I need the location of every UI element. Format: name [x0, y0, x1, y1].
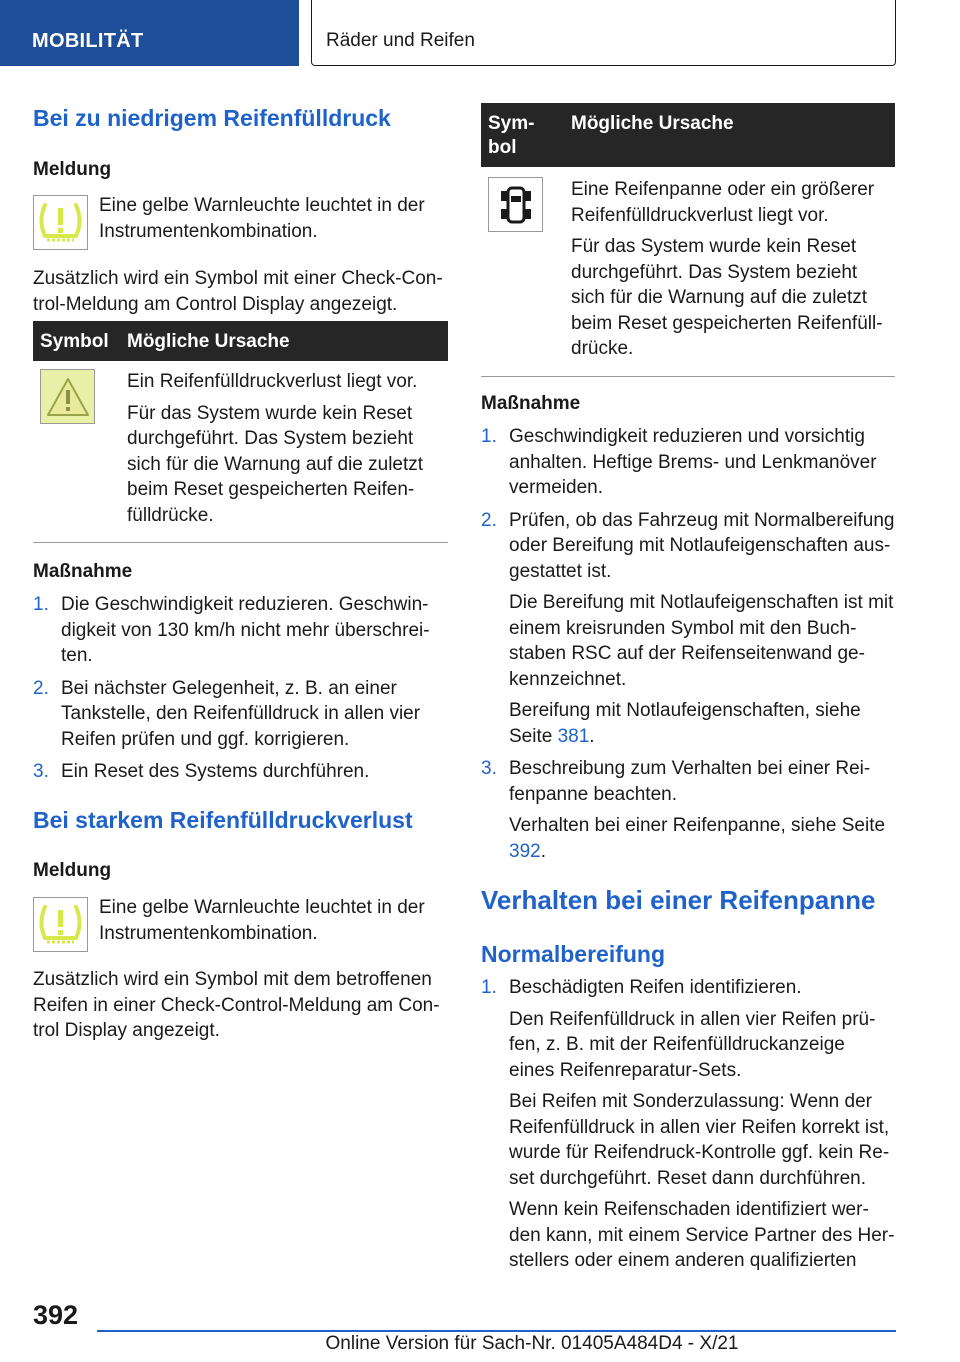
section-title-strong-loss: Bei starkem Reifenfülldruckverlust: [33, 807, 413, 833]
step-text: Beschreibung zum Verhalten bei einer Rei-fenpanne beachten.: [509, 758, 871, 805]
footer-divider: [97, 1330, 896, 1332]
step-text-part: Verhalten bei einer Reifenpanne, siehe Seite: [509, 815, 886, 836]
col-symbol-header: Sym-bol: [481, 103, 565, 167]
meldung-text: Eine gelbe Warnleuchte leuchtet in der Instrumentenkombination.: [99, 195, 425, 242]
list-item: [33, 592, 448, 669]
warning-triangle-icon: [40, 369, 95, 424]
cause-table-left: [33, 321, 448, 543]
step-text: Beschädigten Reifen identifizieren.: [509, 977, 802, 998]
step-number: 3.: [481, 758, 497, 779]
footer-text: Online Version für Sach-Nr. 01405A484D4 - X/21: [325, 1333, 739, 1354]
meldung-label: Meldung: [33, 159, 112, 180]
col-cause-header: Mögliche Ursache: [565, 103, 895, 167]
section-title-tire-damage: Verhalten bei einer Reifenpanne: [481, 885, 876, 915]
action-steps-left: [33, 592, 448, 785]
meldung-label: Meldung: [33, 860, 112, 881]
additional-info: Zusätzlich wird ein Symbol mit dem betroffenen Reifen in einer Check-Control-Meldung am Con-trol Display angezeigt.: [33, 969, 440, 1041]
col-symbol-header: Symbol: [33, 321, 120, 361]
step-text: Die Bereifung mit Notlaufeigenschaften ist mit einem kreisrunden Symbol mit den Buch-staben RSC auf der Reifenseitenwand ge-kennzeichnet.: [509, 592, 894, 690]
step-number: 3.: [33, 761, 49, 782]
car-tire-icon: [488, 177, 543, 232]
step-text: Ein Reset des Systems durchführen.: [61, 761, 370, 782]
table-row: [33, 361, 448, 543]
step-text: [509, 698, 895, 749]
tpms-warning-icon: [33, 195, 88, 250]
normal-tire-steps: [481, 975, 895, 1274]
header-chapter-title: Räder und Reifen: [311, 0, 896, 66]
step-number: 1.: [481, 977, 497, 998]
action-steps-right: [481, 424, 895, 864]
message-row: [33, 895, 448, 952]
massnahme-label: Maßnahme: [33, 561, 133, 582]
step-number: 2.: [481, 509, 497, 531]
step-number: 1.: [33, 594, 49, 615]
list-item: [481, 975, 895, 1274]
step-text: Geschwindigkeit reduzieren und vorsichtig anhalten. Heftige Brems- und Lenkmanöver vermeiden.: [509, 426, 877, 498]
step-text-part: Bereifung mit Notlaufeigenschaften, siehe Seite: [509, 700, 861, 747]
cause-text-1: Eine Reifenpanne oder ein größerer Reifenfülldruckverlust liegt vor.: [571, 179, 875, 226]
header-section-tab: MOBILITÄT: [0, 0, 299, 66]
step-text-part: .: [589, 725, 595, 747]
cause-text-1: Ein Reifenfülldruckverlust liegt vor.: [127, 371, 418, 392]
cause-text-2: Für das System wurde kein Reset durchgeführt. Das System bezieht sich für die Warnung auf die zuletzt beim Reset gespeicherten Reifen-fülldrücke.: [127, 402, 424, 526]
tpms-warning-icon: [33, 897, 88, 952]
page-link-381[interactable]: 381: [557, 725, 590, 747]
subsection-title-normal-tires: Normalbereifung: [481, 941, 666, 967]
cause-table-right: [481, 103, 895, 377]
meldung-text: Eine gelbe Warnleuchte leuchtet in der Instrumentenkombination.: [99, 897, 425, 944]
step-text: Bei nächster Gelegenheit, z. B. an einer Tankstelle, den Reifenfülldruck in allen vier Reifen prüfen und ggf. korrigieren.: [61, 677, 421, 750]
step-text: Wenn kein Reifenschaden identifiziert wer-den kann, mit einem Service Partner des Her-stellers oder einem anderen qualifizierten: [509, 1199, 895, 1271]
list-item: [33, 759, 448, 785]
list-item: [481, 756, 895, 864]
step-text: Den Reifenfülldruck in allen vier Reifen prü-fen, z. B. mit der Reifenfülldruckanzeige eines Reifenreparatur-Sets.: [509, 1008, 876, 1081]
step-text-part: .: [540, 840, 546, 862]
step-text: [509, 813, 895, 864]
page-number: 392: [33, 1300, 79, 1330]
step-number: 2.: [33, 677, 49, 699]
step-text: Die Geschwindigkeit reduzieren. Geschwin-digkeit von 130 km/h nicht mehr überschrei-ten.: [61, 594, 430, 666]
table-row: [481, 167, 895, 376]
cause-text-2: Für das System wurde kein Reset durchgeführt. Das System bezieht sich für die Warnung auf die zuletzt beim Reset gespeicherten Reifenfüll-drücke.: [571, 236, 883, 359]
step-text: Bei Reifen mit Sonderzulassung: Wenn der Reifenfülldruck in allen vier Reifen korrekt ist, wurde für Reifendruck-Kontrolle ggf. kein Re-set durchgeführt. Reset dann durchführen.: [509, 1091, 890, 1189]
list-item: [481, 424, 895, 501]
step-number: 1.: [481, 426, 497, 447]
list-item: [33, 676, 448, 753]
col-cause-header: Mögliche Ursache: [120, 321, 448, 361]
step-text: Prüfen, ob das Fahrzeug mit Normalbereifung oder Bereifung mit Notlaufeigenschaften aus-gestattet ist.: [509, 509, 895, 582]
page-link-392[interactable]: 392: [509, 840, 541, 862]
section-title-low-pressure: Bei zu niedrigem Reifenfülldruck: [33, 105, 391, 131]
list-item: [481, 508, 895, 750]
massnahme-label: Maßnahme: [481, 393, 581, 414]
additional-info: Zusätzlich wird ein Symbol mit einer Check-Con-trol-Meldung am Control Display angezeigt.: [33, 268, 443, 315]
message-row: [33, 193, 448, 250]
